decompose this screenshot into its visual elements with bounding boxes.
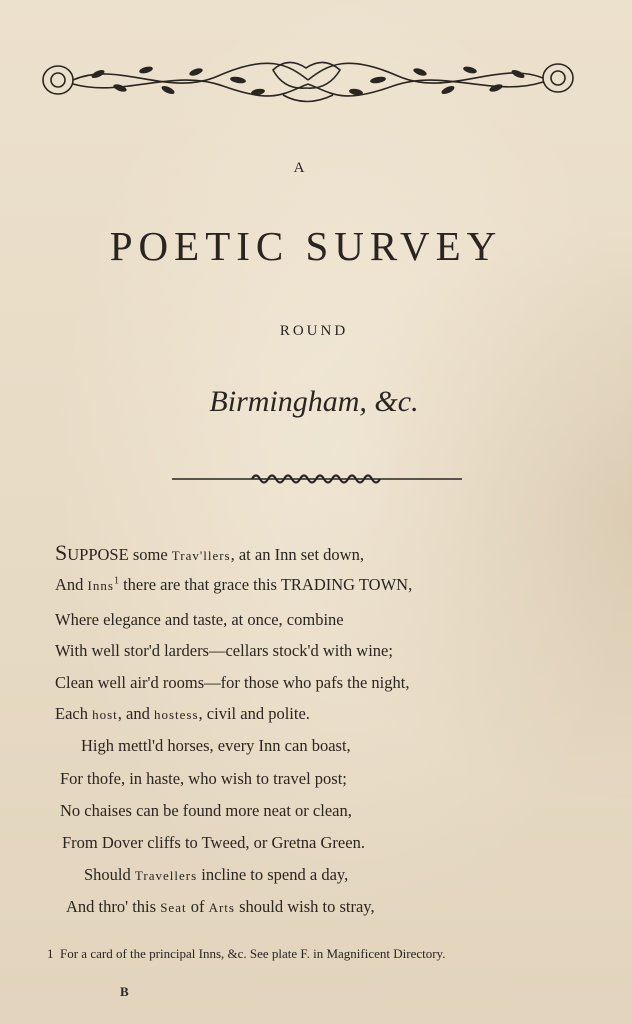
verse-text: Each [55, 704, 93, 723]
verse-line-4: With well stor'd larders—cellars stock'd with wine; [55, 641, 393, 660]
small-caps-word: hostess [153, 707, 199, 722]
opening-word: UPPOSE [67, 545, 129, 564]
verse-text: some [128, 545, 172, 564]
verse-text: should wish to stray, [234, 897, 375, 916]
verse-line-3: Where elegance and taste, at once, combine [55, 610, 344, 629]
verse-line-12 [66, 897, 375, 917]
verse-text: , at an Inn set down, [230, 545, 364, 564]
footnote-reference: 1 [113, 575, 119, 587]
title-article: A [293, 160, 307, 176]
verse-line-8: For thofe, in haste, who wish to travel post; [60, 769, 347, 788]
verse-line-6 [55, 704, 310, 724]
small-caps-word: Travellers [134, 868, 198, 883]
caps-phrase: TRADING TOWN, [280, 575, 413, 594]
verse-text: Should [84, 865, 135, 884]
small-caps-word: Seat [160, 900, 187, 915]
footnote [47, 946, 445, 962]
small-caps-word: Inns [87, 578, 114, 593]
verse-text: , and [117, 704, 154, 723]
verse-text: incline to spend a day, [197, 865, 349, 884]
title-connector: ROUND [279, 323, 349, 339]
drop-cap: S [55, 540, 68, 565]
small-caps-word: host [92, 707, 118, 722]
page-title: POETIC SURVEY [109, 223, 503, 269]
verse-text: , civil and polite. [198, 704, 310, 723]
printer-signature-mark: B [120, 984, 129, 999]
verse-text: And thro' this [66, 897, 161, 916]
decorative-rule [172, 471, 462, 487]
verse-line-9: No chaises can be found more neat or clean, [60, 801, 352, 820]
verse-line-2 [55, 575, 412, 595]
footnote-mark: 1 [47, 946, 54, 961]
verse-line-11 [84, 865, 348, 885]
verse-line-5: Clean well air'd rooms—for those who pafs the night, [55, 673, 410, 692]
small-caps-word: Arts [208, 900, 235, 915]
verse-line-10: From Dover cliffs to Tweed, or Gretna Green. [62, 833, 365, 852]
title-place: Birmingham, &c. [209, 385, 419, 418]
verse-text: of [186, 897, 209, 916]
floral-garland-ornament [38, 50, 578, 112]
verse-line-1 [55, 540, 364, 566]
footnote-text: For a card of the principal Inns, &c. See plate F. in Magnificent Directory. [60, 946, 446, 961]
verse-line-7: High mettl'd horses, every Inn can boast, [81, 736, 351, 755]
verse-text: there are that grace this [118, 575, 281, 594]
verse-text: And [55, 575, 88, 594]
small-caps-word: Trav'llers [171, 548, 231, 563]
